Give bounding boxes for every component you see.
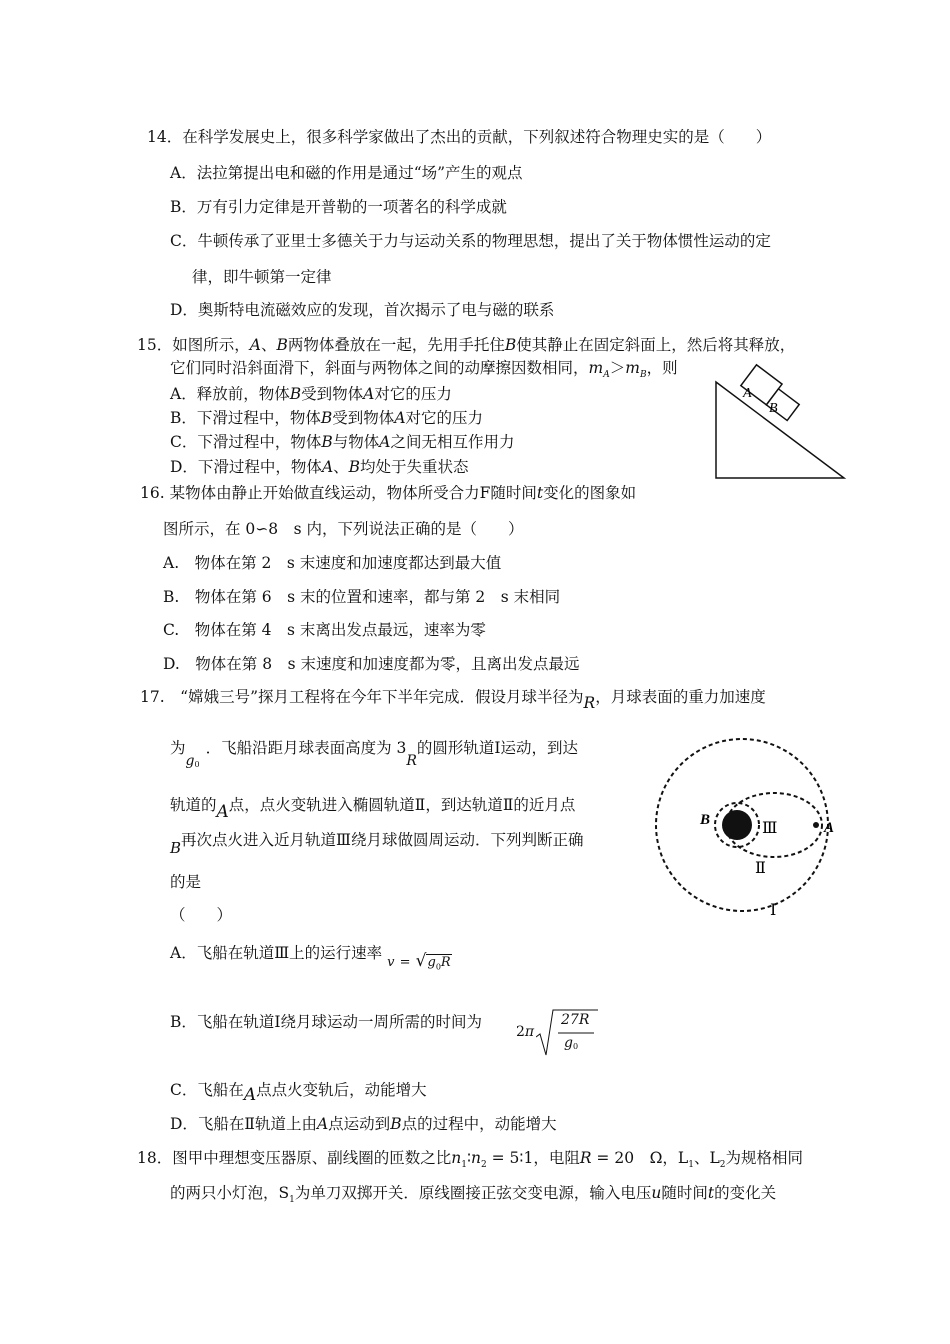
q15-stem-line2: 它们同时沿斜面滑下，斜面与两物体之间的动摩擦因数相同，$m_A>m_B$，则 [170,359,678,381]
q15-stem-line1: 15．如图所示，A、B两物体叠放在一起，先用手托住B使其静止在固定斜面上，然后将其释放， [137,336,796,354]
q17-option-c: C．飞船在A点点火变轨后，动能增大 [170,1081,427,1105]
q14-option-c-line2: 律，即牛顿第一定律 [192,268,332,286]
q17-stem-line3: 轨道的A点，点火变轨进入椭圆轨道Ⅱ，到达轨道Ⅱ的近月点 [170,796,576,822]
q18-stem-line2: 的两只小灯泡，$S_1$为单刀双掷开关．原线圈接正弦交变电源，输入电压u随时间t的变化关 [170,1184,777,1206]
q16-option-c: C. 物体在第 4 s 末离出发点最远，速率为零 [163,621,486,639]
moon [722,810,752,840]
formula-v-sqrt: $v = √g_0R$ [387,951,451,972]
q17-stem-line5: 的是 [170,873,202,891]
q15-option-b: B．下滑过程中，物体B受到物体A对它的压力 [170,409,484,427]
q17-stem-line2: 为$g_0$．飞船沿距月球表面高度为 3R的圆形轨道Ⅰ运动，到达 [170,739,579,770]
block-b-label: B [769,401,778,416]
q14-option-b: B．万有引力定律是开普勒的一项著名的科学成就 [170,198,507,216]
q17-option-b: B．飞船在轨道Ⅰ绕月球运动一周所需的时间为 [170,1013,483,1031]
q14-option-d: D．奥斯特电流磁效应的发现，首次揭示了电与磁的联系 [170,301,555,319]
q14-option-a: A．法拉第提出电和磁的作用是通过“场”产生的观点 [170,164,523,182]
label-a: A [824,820,835,836]
q16-stem-line2: 图所示，在 0∽8 s 内，下列说法正确的是（ ） [163,520,524,538]
q17-stem-line1: 17. “嫦娥三号”探月工程将在今年下半年完成．假设月球半径为R，月球表面的重力加速度 [140,688,766,712]
q15-option-c: C．下滑过程中，物体B与物体A之间无相互作用力 [170,433,515,451]
q17-option-a: A．飞船在轨道Ⅲ上的运行速率 $v = √g_0R$ [170,943,452,970]
q15-option-d: D．下滑过程中，物体A、B均处于失重状态 [170,458,469,476]
label-orbit-iii: Ⅲ [762,820,778,837]
q16-option-d: D. 物体在第 8 s 末速度和加速度都为零，且离出发点最远 [163,655,580,673]
incline-diagram [710,360,850,485]
label-orbit-ii: Ⅱ [755,860,766,877]
label-b: B [700,812,711,828]
q18-stem-line1: 18．图甲中理想变压器原、副线圈的匝数之比$n_1∶n_2$ = 5∶1，电阻R = 20 Ω，$L_1$、$L_2$为规格相同 [137,1149,803,1171]
formula-period: 2π 27R g 0 [516,1007,596,1059]
q16-option-b: B. 物体在第 6 s 末的位置和速率，都与第 2 s 末相同 [163,588,561,606]
q17-stem-line4: B再次点火进入近月轨道Ⅲ绕月球做圆周运动．下列判断正确 [170,831,584,857]
q14-option-c-line1: C．牛顿传承了亚里士多德关于力与运动关系的物理思想，提出了关于物体惯性运动的定 [170,232,771,250]
q14-stem: 14．在科学发展史上，很多科学家做出了杰出的贡献，下列叙述符合物理史实的是（ ） [147,128,772,146]
point-a [813,822,819,828]
block-a-label: A [743,386,752,401]
q15-option-a: A．释放前，物体B受到物体A对它的压力 [170,385,452,403]
label-orbit-i: Ⅰ [770,902,777,919]
orbit-diagram [650,735,835,920]
q16-option-a: A. 物体在第 2 s 末速度和加速度都达到最大值 [163,554,502,572]
q17-option-d: D．飞船在Ⅱ轨道上由A点运动到B点的过程中，动能增大 [170,1115,557,1133]
q16-stem-line1: 16. 某物体由静止开始做直线运动，物体所受合力F随时间t变化的图象如 [140,484,637,502]
q17-answer-paren: （ ） [170,906,233,924]
